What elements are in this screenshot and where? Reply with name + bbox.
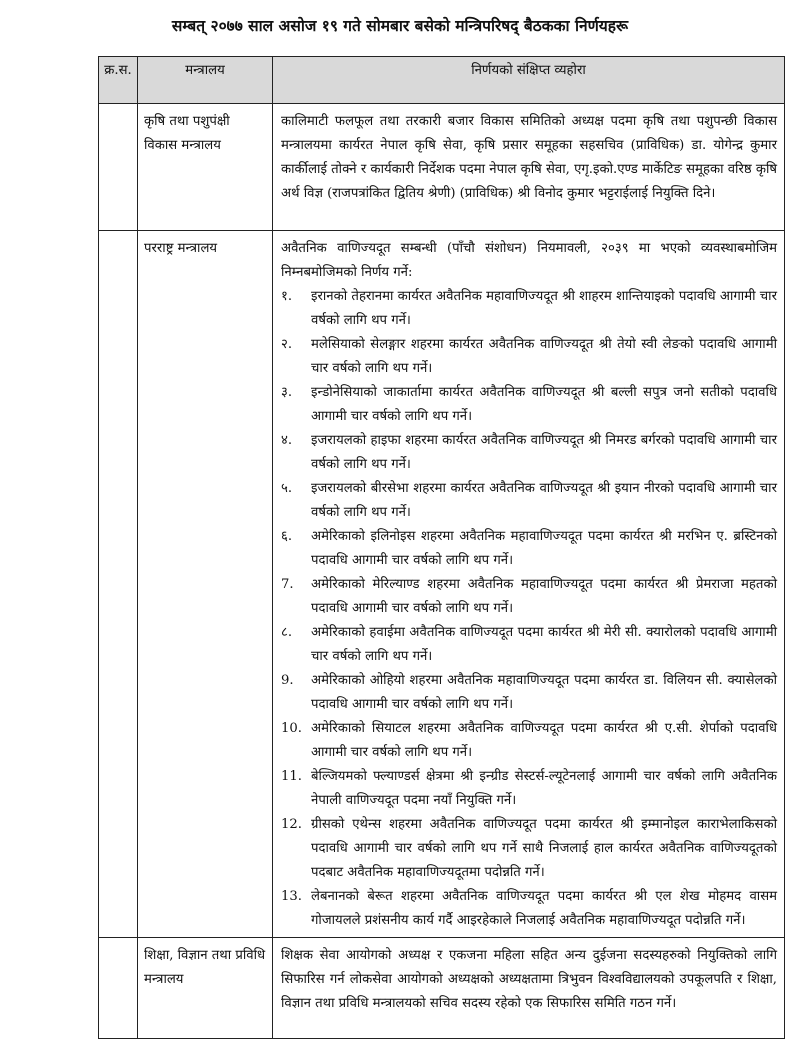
list-item [281,621,777,669]
item-number: १. [281,289,293,304]
list-item [281,333,777,381]
decision-items-list [281,285,777,933]
list-item [281,477,777,525]
item-number: ६. [281,529,293,544]
list-item [281,285,777,333]
row-decision: शिक्षक सेवा आयोगको अध्यक्ष र एकजना महिला सहित अन्य दुईजना सदस्यहरुको नियुक्तिको लागि सिफारिस गर्न लोकसेवा आयोगको अध्यक्षको अध्यक्षतामा त्रिभुवन विश्वविद्यालयको उपकूलपति र शिक्षा, विज्ञान तथा प्रविधि मन्त्रालयको सचिव सदस्य रहेको एक सिफारिस समिति गठन गर्ने। [273,938,785,1039]
table-row [99,104,785,231]
decision-intro: अवैतनिक वाणिज्यदूत सम्बन्धी (पाँचौ संशोधन) नियमावली, २०३९ मा भएको व्यवस्थाबमोजिम निम्नबमोजिमको निर्णय गर्ने: [281,241,777,280]
header-serial: क्र.स. [99,57,138,104]
item-number: 11. [281,769,302,784]
item-text: इन्डोनेसियाको जाकार्तामा कार्यरत अवैतनिक वाणिज्यदूत श्री बल्ली सपुत्र जनो सतीको पदावधि आगामी चार वर्षको लागि थप गर्ने। [311,385,777,424]
row-serial [99,938,138,1039]
list-item [281,813,777,885]
item-number: 9. [281,673,294,688]
item-text: अमेरिकाको सियाटल शहरमा अवैतनिक वाणिज्यदूत पदमा कार्यरत श्री ए.सी. शेर्पाको पदावधि आगामी चार वर्षको लागि थप गर्ने। [311,721,777,760]
item-text: अमेरिकाको ओहियो शहरमा अवैतनिक महावाणिज्यदूत पदमा कार्यरत डा. विलियन सी. क्यासेलको पदावधि आगामी चार वर्षको लागि थप गर्ने। [311,673,777,712]
item-number: २. [281,337,293,352]
row-decision [273,231,785,938]
table-row [99,231,785,938]
item-text: बेल्जियमको फ्ल्याण्डर्स क्षेत्रमा श्री इन्ग्रीड सेस्टर्स-ल्यूटेनलाई आगामी चार वर्षको लागि अवैतनिक नेपाली वाणिज्यदूत पदमा नयाँ नियुक्ति गर्ने। [311,769,777,808]
document-title: सम्बत् २०७७ साल असोज १९ गते सोमबार बसेको मन्त्रिपरिषद् बैठकका निर्णयहरू [171,16,629,35]
list-item [281,381,777,429]
item-number: ३. [281,385,293,400]
list-item [281,525,777,573]
item-number: ४. [281,433,293,448]
row-serial [99,231,138,938]
item-number: 10. [281,721,302,736]
item-number: 7. [281,577,294,592]
item-text: इरानको तेहरानमा कार्यरत अवैतनिक महावाणिज्यदूत श्री शाहरम शान्तियाइको पदावधि आगामी चार वर्षको लागि थप गर्ने। [311,289,777,328]
list-item [281,885,777,933]
item-number: ५. [281,481,293,496]
row-serial [99,104,138,231]
item-text: इजरायलको हाइफा शहरमा कार्यरत अवैतनिक वाणिज्यदूत श्री निमरड बर्गरको पदावधि आगामी चार वर्षको लागि थप गर्ने। [311,433,777,472]
list-item [281,717,777,765]
item-number: ८. [281,625,293,640]
item-text: मलेसियाको सेलङ्गार शहरमा कार्यरत अवैतनिक वाणिज्यदूत श्री तेयो स्वी लेङको पदावधि आगामी चार वर्षको लागि थप गर्ने। [311,337,777,376]
item-text: लेबनानको बेरूत शहरमा अवैतनिक वाणिज्यदूत पदमा कार्यरत श्री एल शेख मोहमद वासम गोजायलले प्रशंसनीय कार्य गर्दै आइरहेकाले निजलाई अवैतनिक महावाणिज्यदूत पदोन्नति गर्ने। [311,889,777,928]
list-item [281,429,777,477]
row-decision: कालिमाटी फलफूल तथा तरकारी बजार विकास समितिको अध्यक्ष पदमा कृषि तथा पशुपन्छी विकास मन्त्रालयमा कार्यरत नेपाल कृषि सेवा, कृषि प्रसार समूहका सहसचिव (प्राविधिक) डा. योगेन्द्र कुमार कार्कीलाई तोक्ने र कार्यकारी निर्देशक पदमा नेपाल कृषि सेवा, एगृ.इको.एण्ड मार्केटिङ समूहका वरिष्ठ कृषि अर्थ विज्ञ (राजपत्रांकित द्वितिय श्रेणी) (प्राविधिक) श्री विनोद कुमार भट्टराईलाई नियुक्ति दिने। [273,104,785,231]
table-row [99,938,785,1039]
row-ministry: कृषि तथा पशुपंक्षी विकास मन्त्रालय [138,104,273,231]
row-ministry: परराष्ट्र मन्त्रालय [138,231,273,938]
item-number: 12. [281,817,302,832]
decisions-table [98,56,785,1039]
list-item [281,765,777,813]
item-text: ग्रीसको एथेन्स शहरमा अवैतनिक वाणिज्यदूत पदमा कार्यरत श्री इम्मानोइल काराभेलाकिसको पदावधि आगामी चार वर्षको लागि थप गर्ने साथै निजलाई हाल कार्यरत अवैतनिक वाणिज्यदूतको पदबाट अवैतनिक महावाणिज्यदूतमा पदोन्नति गर्ने। [311,817,777,880]
row-ministry: शिक्षा, विज्ञान तथा प्रविधि मन्त्रालय [138,938,273,1039]
header-decision: निर्णयको संक्षिप्त व्यहोरा [273,57,785,104]
list-item [281,669,777,717]
item-number: 13. [281,889,302,904]
item-text: अमेरिकाको इलिनोइस शहरमा अवैतनिक महावाणिज्यदूत पदमा कार्यरत श्री मरभिन ए. ब्रस्टिनको पदावधि आगामी चार वर्षको लागि थप गर्ने। [311,529,777,568]
header-ministry: मन्त्रालय [138,57,273,104]
table-header-row [99,57,785,104]
item-text: इजरायलको बीरसेभा शहरमा कार्यरत अवैतनिक वाणिज्यदूत श्री इयान नीरको पदावधि आगामी चार वर्षको लागि थप गर्ने। [311,481,777,520]
list-item [281,573,777,621]
item-text: अमेरिकाको मेरिल्याण्ड शहरमा अवैतनिक महावाणिज्यदूत पदमा कार्यरत श्री प्रेमराजा महतको पदावधि आगामी चार वर्षको लागि थप गर्ने। [311,577,777,616]
item-text: अमेरिकाको हवाईमा अवैतनिक वाणिज्यदूत पदमा कार्यरत श्री मेरी सी. क्यारोलको पदावधि आगामी चार वर्षको लागि थप गर्ने। [311,625,777,664]
